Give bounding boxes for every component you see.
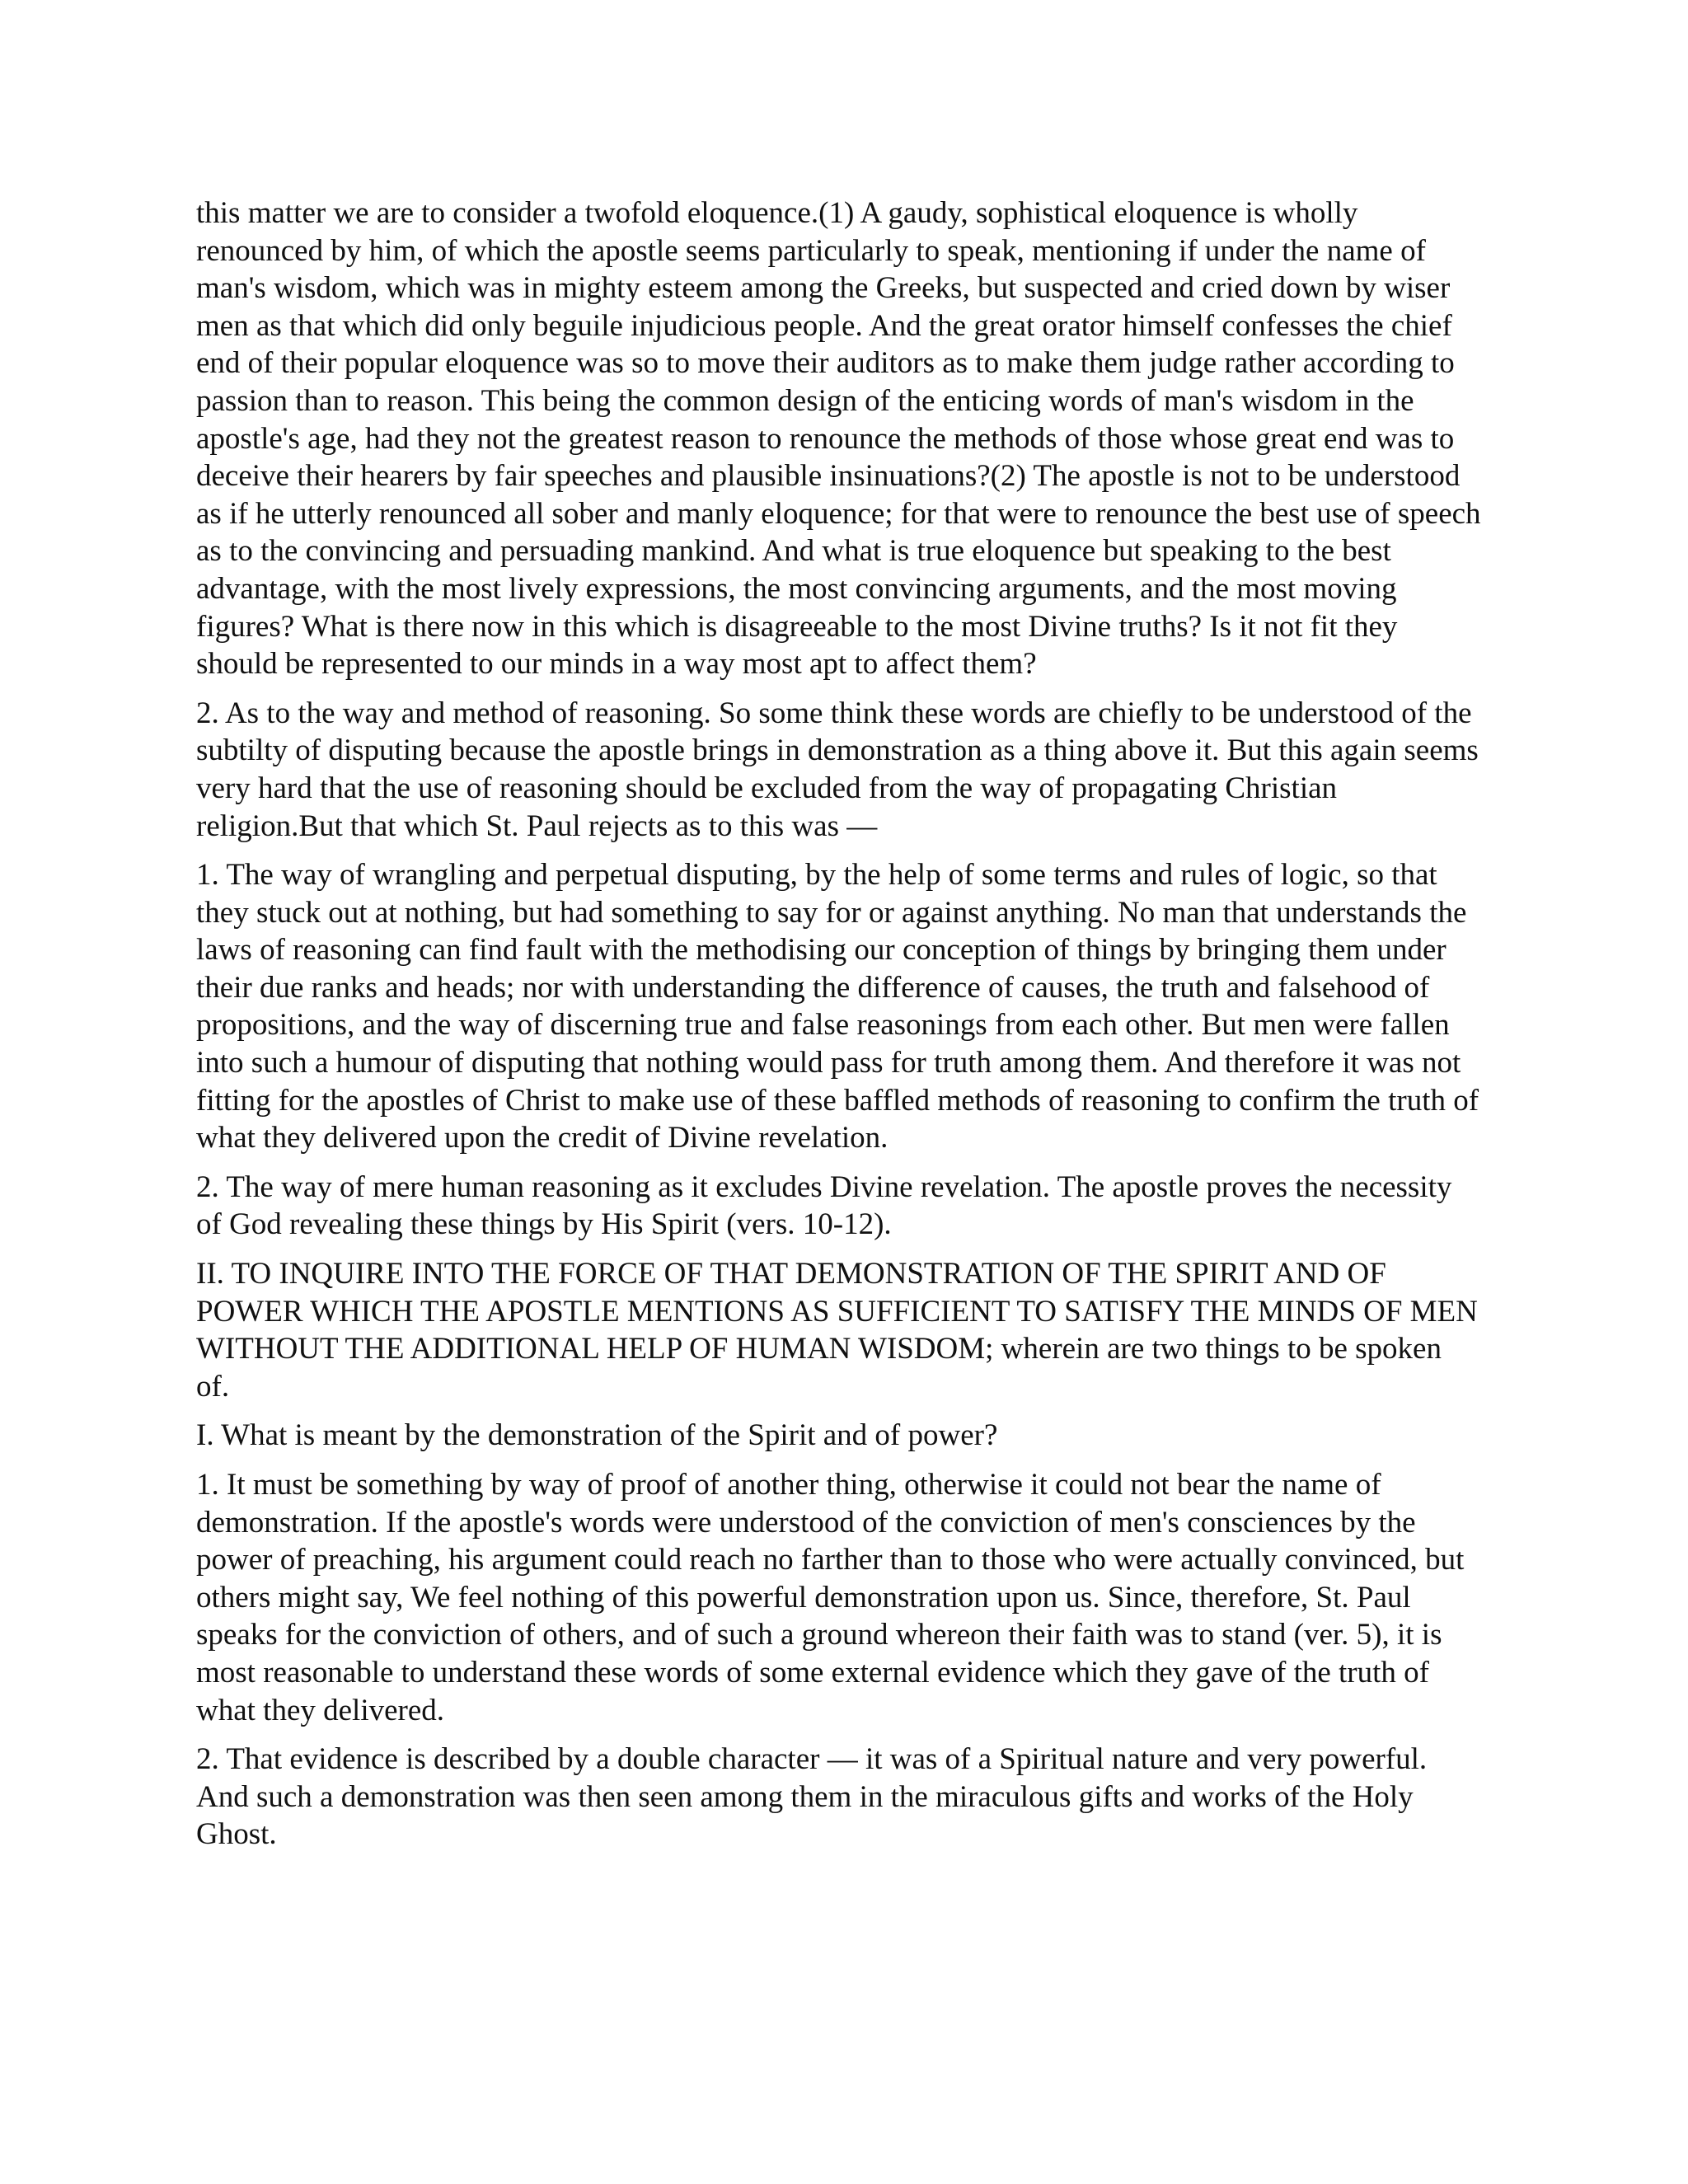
document-page	[196, 194, 1482, 1865]
paragraph-evidence: 2. That evidence is described by a double character — it was of a Spiritual nature and very powerful. And such a demonstration was then seen among them in the miraculous gifts and works of the Holy Ghost.	[196, 1742, 1428, 1852]
paragraph-method-of-reasoning: 2. As to the way and method of reasoning. So some think these words are chiefly to be understood of the subtilty of disputing because the apostle brings in demonstration as a thing above it. But this again seems very hard that the use of reasoning should be excluded from the way of propagating Christian religion.But that which St. Paul rejects as to this was —	[196, 696, 1479, 843]
paragraph-human-reasoning: 2. The way of mere human reasoning as it excludes Divine revelation. The apostle proves the necessity of God revealing these things by His Spirit (vers. 10-12).	[196, 1169, 1452, 1242]
paragraph-eloquence: this matter we are to consider a twofold eloquence.(1) A gaudy, sophistical eloquence is wholly renounced by him, of which the apostle seems particularly to speak, mentioning if under the name of man's wisdom, which was in mighty esteem among the Greeks, but suspected and cried down by wiser men as that which did only beguile injudicious people. And the great orator himself confesses the chief end of their popular eloquence was so to move their auditors as to make them judge rather according to passion than to reason. This being the common design of the enticing words of man's wisdom in the apostle's age, had they not the greatest reason to renounce the methods of those whose great end was to deceive their hearers by fair speeches and plausible insinuations?(2) The apostle is not to be understood as if he utterly renounced all sober and manly eloquence; for that were to renounce the best use of speech as to the convincing and persuading mankind. And what is true eloquence but speaking to the best advantage, with the most lively expressions, the most convincing arguments, and the most moving figures? What is there now in this which is disagreeable to the most Divine truths? Is it not fit they should be represented to our minds in a way most apt to affect them?	[196, 196, 1481, 682]
paragraph-proof: 1. It must be something by way of proof of another thing, otherwise it could not bear the name of demonstration. If the apostle's words were understood of the conviction of men's consciences by the power of preaching, his argument could reach no farther than to those who were actually convinced, but others might say, We feel nothing of this powerful demonstration upon us. Since, therefore, St. Paul speaks for the conviction of others, and of such a ground whereon their faith was to stand (ver. 5), it is most reasonable to understand these words of some external evidence which they gave of the truth of what they delivered.	[196, 1468, 1465, 1727]
paragraph-section-ii-heading: II. TO INQUIRE INTO THE FORCE OF THAT DEMONSTRATION OF THE SPIRIT AND OF POWER WHICH THE APOSTLE MENTIONS AS SUFFICIENT TO SATISFY THE MINDS OF MEN WITHOUT THE ADDITIONAL HELP OF HUMAN WISDOM; wherein are two things to be spoken of.	[196, 1257, 1478, 1404]
paragraph-wrangling: 1. The way of wrangling and perpetual disputing, by the help of some terms and rules of logic, so that they stuck out at nothing, but had something to say for or against anything. No man that understands the laws of reasoning can find fault with the methodising our conception of things by bringing them under their due ranks and heads; nor with understanding the difference of causes, the truth and falsehood of propositions, and the way of discerning true and false reasonings from each other. But men were fallen into such a humour of disputing that nothing would pass for truth among them. And therefore it was not fitting for the apostles of Christ to make use of these baffled methods of reasoning to confirm the truth of what they delivered upon the credit of Divine revelation.	[196, 858, 1479, 1155]
paragraph-question: I. What is meant by the demonstration of the Spirit and of power?	[196, 1418, 998, 1453]
